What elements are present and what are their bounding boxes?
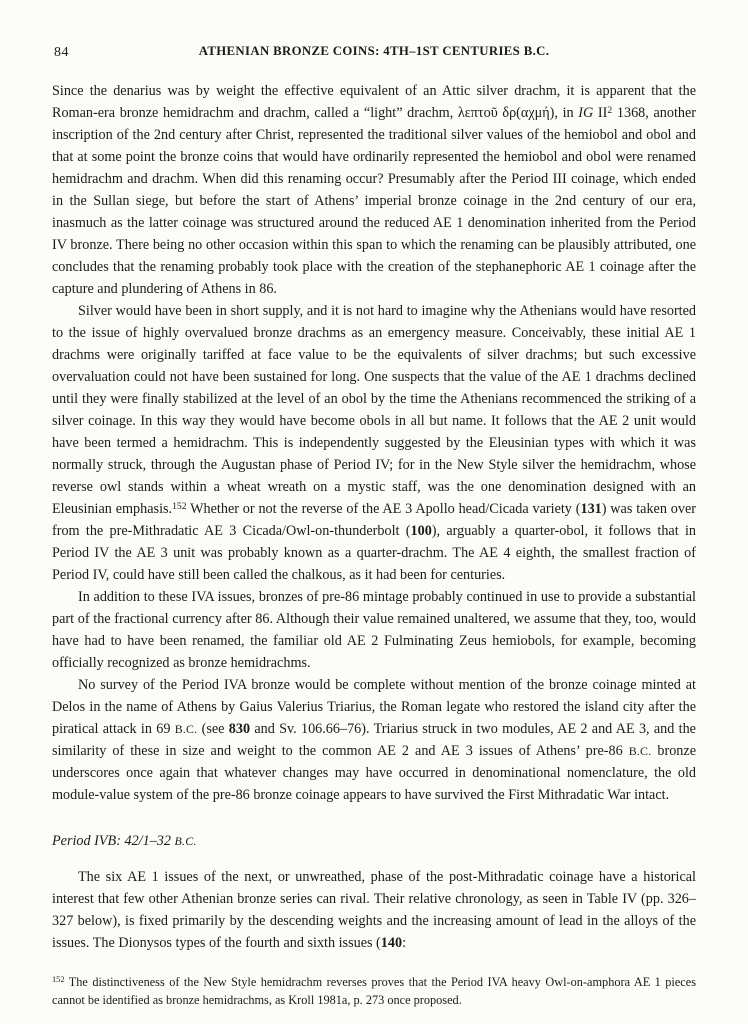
- text-segment: II: [593, 105, 608, 121]
- text-segment: No survey of the Period IVA bronze would be complete without mention of the bronze coinage minted at Delos in the name of Athens by Gaius Valerius Triarius, the Roman legate who restored the island city after the piratical attack in 69: [52, 677, 696, 737]
- page-number: 84: [54, 45, 69, 60]
- paragraph-denarius-renaming: [52, 80, 696, 300]
- text-segment: Whether or not the reverse of the AE 3 Apollo head/Cicada variety (: [186, 501, 581, 517]
- text-segment: In addition to these IVA issues, bronzes of pre-86 mintage probably continued in use to provide a substantial part of the fractional currency after 86. Although their value remained unaltered, we assume that they, too, would have had to have been renamed, the familiar old AE 2 Fulminating Zeus hemiobols, for example, becoming officially recognized as bronze hemidrachms.: [52, 589, 696, 671]
- text-segment: 1368, another inscription of the 2nd century after Christ, represented the traditional silver values of the hemiobol and obol and that at some point the bronze coins that would have ordinarily represented the hemiobol and obol were renamed hemidrachm and drachm. When did this renaming occur? Presumably after the Period III coinage, which ended in the Sullan siege, but before the start of Athens’ imperial bronze coinage in the 2nd century of our era, inasmuch as the latter coinage was structured around the reduced AE 1 denomination inherited from the Period IV bronze. There being no other occasion within this span to which the renaming can be plausibly attributed, one concludes that the renaming probably took place with the creation of the stephanephoric AE 1 coinage after the capture and plundering of Athens in 86.: [52, 105, 697, 297]
- page-header: [52, 44, 696, 62]
- paragraph-silver-shortage: [52, 300, 696, 586]
- superscript: 152: [52, 975, 65, 985]
- text-segment: 131: [580, 501, 602, 517]
- paragraph-pre-86-bronzes: [52, 586, 696, 674]
- text-segment: B.C.: [174, 834, 197, 848]
- text-segment: Period IVB: 42/1–32: [52, 833, 175, 849]
- text-segment: B.C.: [628, 744, 652, 758]
- text-segment: (see: [197, 721, 229, 737]
- superscript: 152: [172, 500, 187, 512]
- running-header-title: ATHENIAN BRONZE COINS: 4TH–1ST CENTURIES B.C.: [198, 44, 550, 58]
- text-segment: The distinctiveness of the New Style hemidrachm reverses proves that the Period IVA heavy Owl-on-amphora AE 1 pieces cannot be identified as bronze hemidrachms, as Kroll 1981a, p. 273 once proposed.: [52, 975, 696, 1007]
- footnote-area: [52, 974, 696, 1009]
- text-segment: Since the denarius was by weight the effective equivalent of an Attic silver drachm, it is apparent that the Roman-era bronze hemidrachm and drachm, called a “light” drachm, λεπτοῦ δρ(αχμή), in: [52, 83, 696, 121]
- text-segment: B.C.: [174, 722, 198, 736]
- text-segment: bronze underscores once again that whatever changes may have occurred in denominational nomenclature, the old module-value system of the pre-86 bronze coinage appears to have survived the First Mithradatic War intact.: [52, 743, 696, 803]
- text-segment: :: [402, 935, 407, 951]
- text-segment: IG: [578, 105, 594, 121]
- paragraph-delos-triarius: [52, 674, 696, 806]
- text-segment: Silver would have been in short supply, and it is not hard to imagine why the Athenians would have resorted to the issue of highly overvalued bronze drachms as an emergency measure. Conceivably, these initial AE 1 drachms were originally tariffed at face value to be the equivalents of silver drachms; but such excessive overvaluation could not have been sustained for long. One suspects that the value of the AE 1 drachms declined until they were finally stabilized at the level of an obol by the time the Athenians recommenced the striking of a silver coinage. In this way they would have become obols in all but name. It follows that the AE 2 unit would have been termed a hemidrachm. This is independently suggested by the Eleusinian types with which it was normally struck, through the Augustan phase of Period IV; for in the New Style silver the hemidrachm, whose reverse owl stands within a wheat wreath on a mystic staff, was the one denomination designed with an Eleusinian emphasis.: [52, 303, 696, 517]
- footnote-152: [52, 974, 696, 1009]
- text-segment: ) was taken over from the pre-Mithradatic AE 3 Cicada/Owl-on-thunderbolt (: [52, 501, 696, 539]
- paragraph-period-ivb-intro: [52, 866, 696, 954]
- text-segment: The six AE 1 issues of the next, or unwreathed, phase of the post-Mithradatic coinage have a historical interest that few other Athenian bronze series can rival. Their relative chronology, as seen in Table IV (pp. 326–327 below), is fixed primarily by the descending weights and the increasing amount of lead in the alloys of the issues. The Dionysos types of the fourth and sixth issues (: [52, 869, 696, 951]
- text-segment: 830: [228, 721, 251, 737]
- text-segment: ), arguably a quarter-obol, it follows that in Period IV the AE 3 unit was probably known as a quarter-drachm. The AE 4 eighth, the smallest fraction of Period IV, could have still been called the chalkous, as it had been for centuries.: [52, 523, 696, 583]
- text-segment: and Sv. 106.66–76). Triarius struck in two modules, AE 2 and AE 3, and the similarity of these in size and weight to the common AE 2 and AE 3 issues of Athens’ pre-86: [52, 721, 696, 759]
- body-text: [52, 80, 696, 954]
- superscript: 2: [607, 104, 613, 116]
- text-segment: 100: [410, 523, 432, 539]
- text-segment: 140: [380, 935, 403, 951]
- section-heading-period-ivb: [52, 830, 696, 852]
